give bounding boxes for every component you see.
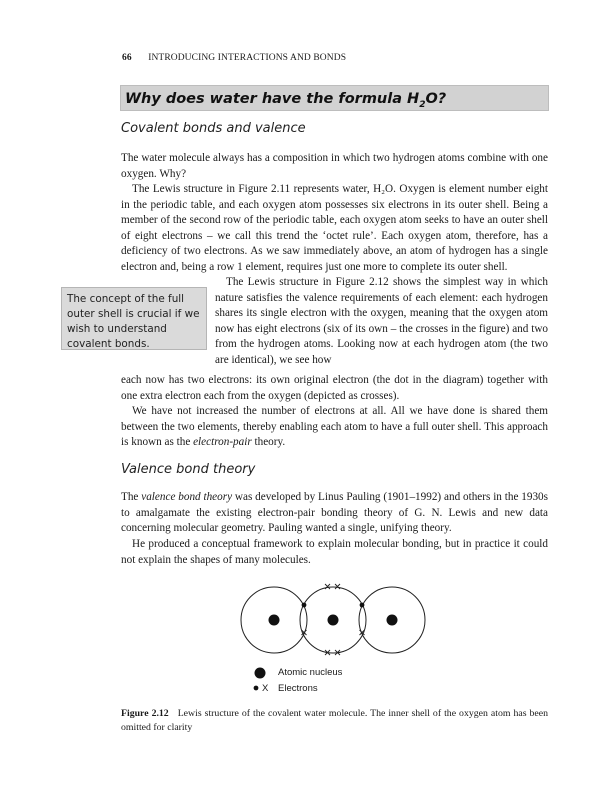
legend-electron-dot-icon	[254, 686, 259, 691]
legend-nucleus-label: Atomic nucleus	[278, 667, 343, 678]
section-title-bar	[120, 85, 549, 111]
hydrogen-electron-dot-left	[302, 603, 307, 608]
paragraph-pauling: The valence bond theory was developed by Linus Pauling (1901–1992) and others in the 1930s to amalgamate the existing electron-pair bonding theory of G. N. Lewis and new data concerning molecular geometry. Pauling wanted a single, unifying theory.	[121, 491, 548, 534]
hydrogen-electron-dot-right	[360, 603, 365, 608]
running-head-title: INTRODUCING INTERACTIONS AND BONDS	[148, 53, 347, 63]
paragraph-intro: The water molecule always has a composition in which two hydrogen atoms combine with one oxygen. Why?	[121, 152, 548, 180]
legend-electrons-label: Electrons	[278, 683, 318, 694]
heading-valence-bond: Valence bond theory	[121, 462, 256, 477]
figure-caption: Figure 2.12 Lewis structure of the covalent water molecule. The inner shell of the oxygen atom has been omitted for clarity	[121, 708, 548, 733]
lewis-structure-diagram	[234, 582, 434, 697]
legend-electron-cross-icon: X	[262, 683, 269, 694]
section-title: Why does water have the formula $H_2O$?	[125, 91, 447, 110]
paragraph-lewis-figure-cont: each now has two electrons: its own original electron (the dot in the diagram) together with one extra electron each from the oxygen (depicted as crosses).	[121, 374, 548, 402]
margin-note: The concept of the full outer shell is crucial if we wish to understand covalent bonds.	[61, 287, 207, 350]
legend-nucleus-icon	[255, 668, 266, 679]
paragraph-conceptual-framework: He produced a conceptual framework to explain molecular bonding, but in practice it could not explain the shapes of many molecules.	[121, 538, 548, 566]
paragraph-electron-pair: We have not increased the number of electrons at all. All we have done is shared them between the two elements, thereby enabling each atom to have a full outer shell. This approach is known as the electron-pair theory.	[121, 405, 548, 448]
paragraph-lewis-water: The Lewis structure in Figure 2.11 represents water, H₂O. Oxygen is element number eight in the periodic table, and each oxygen atom possesses six electrons in its outer shell. Being a member of the second row of the periodic table, each oxygen atom seeks to have an outer shell of eight electrons – we call this trend the ‘octet rule’. Each oxygen atom, therefore, has a deficiency of two electrons. As we saw immediately above, an atom of hydrogen has a single electron and, being a row 1 element, requires just one more to complete its outer shell.	[121, 183, 548, 273]
hydrogen-nucleus-right	[387, 615, 398, 626]
page-number: 66	[122, 53, 132, 63]
paragraph-lewis-figure-wrap: The Lewis structure in Figure 2.12 shows the simplest way in which nature satisfies the valence requirements of each element: each hydrogen shares its single electron with the oxygen, meaning that the oxygen atom now has eight electrons (six of its own – the crosses in the figure) and two from the hydrogen atoms. Looking now at each hydrogen atom (the two are identical), we see how	[215, 276, 548, 366]
running-head	[122, 53, 346, 63]
heading-covalent-bonds: Covalent bonds and valence	[121, 121, 306, 136]
oxygen-nucleus	[328, 615, 339, 626]
hydrogen-nucleus-left	[269, 615, 280, 626]
